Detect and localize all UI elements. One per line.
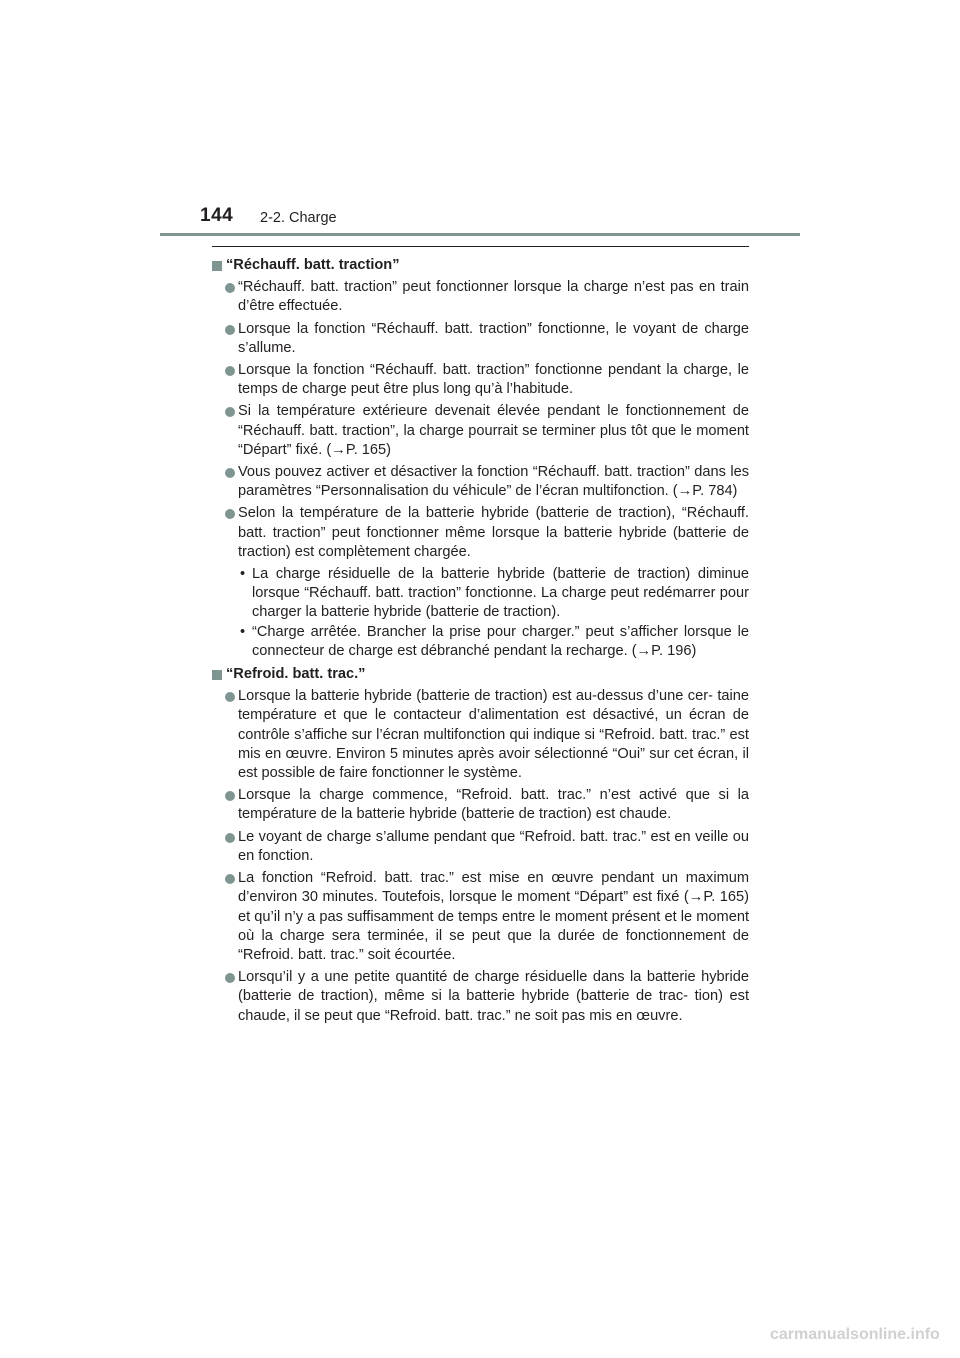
circle-bullet-icon: [225, 874, 235, 884]
bullet-text: Lorsque la charge commence, “Refroid. batt. trac.” n’est activé que si la température de la batterie hybride (batterie de traction) est chaude.: [238, 787, 749, 823]
circle-bullet-icon: [225, 692, 235, 702]
bullet-item: [212, 687, 749, 783]
content-divider: [212, 246, 749, 247]
bullet-item: [212, 968, 749, 1026]
section-title: 2-2. Charge: [260, 210, 337, 226]
circle-bullet-icon: [225, 509, 235, 519]
sub-item: [212, 623, 749, 661]
bullet-text: Lorsqu’il y a une petite quantité de charge résiduelle dans la batterie hybride (batterie de traction), même si la batterie hybride (batterie de trac- tion) est chaude, il se peut que “Refroid. batt. trac.” ne soit pas mis en œuvre.: [238, 969, 749, 1024]
bullet-text: Lorsque la fonction “Réchauff. batt. traction” fonctionne, le voyant de charge s’allume.: [238, 320, 749, 356]
sub-bullet-marker: •: [240, 623, 246, 640]
manual-content: [212, 256, 749, 1029]
bullet-item: [212, 828, 749, 866]
square-bullet-icon: [212, 670, 222, 680]
bullet-text: Si la température extérieure devenait élevée pendant le fonctionnement de “Réchauff. batt. traction”, la charge pourrait se terminer plus tôt que le moment “Départ” fixé. (→P. 165): [238, 403, 749, 458]
watermark: carmanualsonline.info: [770, 1326, 940, 1343]
section-heading: [212, 665, 749, 684]
bullet-item: [212, 320, 749, 358]
bullet-item: [212, 402, 749, 460]
bullet-item: [212, 463, 749, 501]
bullet-text: Vous pouvez activer et désactiver la fonction “Réchauff. batt. traction” dans les paramètres “Personnalisation du véhicule” de l’écran multifonction. (→P. 784): [238, 464, 749, 500]
sub-bullet-marker: •: [240, 566, 246, 583]
section-heading: [212, 256, 749, 275]
bullet-text: “Réchauff. batt. traction” peut fonctionner lorsque la charge n’est pas en train d’être effectuée.: [238, 279, 749, 315]
circle-bullet-icon: [225, 791, 235, 801]
header-divider: [160, 233, 800, 236]
bullet-text: La fonction “Refroid. batt. trac.” est mise en œuvre pendant un maximum d’environ 30 minutes. Toutefois, lorsque le moment “Départ” est fixé (→P. 165) et qu’il n’y a pas suffisamment de temps entre le moment présent et le moment où la charge sera terminée, il se peut que la durée de fonctionnement de “Refroid. batt. trac.” soit écourtée.: [238, 870, 749, 963]
circle-bullet-icon: [225, 366, 235, 376]
heading-text: “Refroid. batt. trac.”: [226, 666, 366, 683]
sub-item-text: La charge résiduelle de la batterie hybride (batterie de traction) diminue lorsque “Réchauff. batt. traction” fonctionne. La charge peut redémarrer pour charger la batterie hybride (batterie de traction).: [252, 566, 749, 621]
square-bullet-icon: [212, 261, 222, 271]
circle-bullet-icon: [225, 407, 235, 417]
circle-bullet-icon: [225, 973, 235, 983]
bullet-item: [212, 278, 749, 316]
bullet-item: [212, 786, 749, 824]
bullet-text: Lorsque la fonction “Réchauff. batt. traction” fonctionne pendant la charge, le temps de charge peut être plus long qu’à l’habitude.: [238, 362, 749, 398]
sub-item: [212, 565, 749, 623]
circle-bullet-icon: [225, 833, 235, 843]
bullet-text: Selon la température de la batterie hybride (batterie de traction), “Réchauff. batt. traction” peut fonctionner même lorsque la batterie hybride (batterie de traction) est complètement chargée.: [238, 505, 749, 560]
page-number: 144: [200, 205, 234, 226]
sub-item-text: “Charge arrêtée. Brancher la prise pour charger.” peut s’afficher lorsque le connecteur de charge est débranché pendant la recharge. (→P. 196): [252, 623, 749, 659]
circle-bullet-icon: [225, 325, 235, 335]
bullet-item: [212, 504, 749, 562]
bullet-text: Lorsque la batterie hybride (batterie de traction) est au-dessus d’une cer- taine température et que le contacteur d’alimentation est désactivé, un écran de contrôle s’affiche sur l’écran multifonction qui indique si “Refroid. batt. trac.” est mis en œuvre. Environ 5 minutes après avoir sélectionné “Oui” sur cet écran, il est possible de faire fonctionner le système.: [238, 688, 749, 782]
circle-bullet-icon: [225, 283, 235, 293]
bullet-item: [212, 869, 749, 965]
circle-bullet-icon: [225, 468, 235, 478]
heading-text: “Réchauff. batt. traction”: [226, 257, 400, 273]
bullet-text: Le voyant de charge s’allume pendant que “Refroid. batt. trac.” est en veille ou en fonction.: [238, 828, 749, 864]
bullet-item: [212, 361, 749, 399]
